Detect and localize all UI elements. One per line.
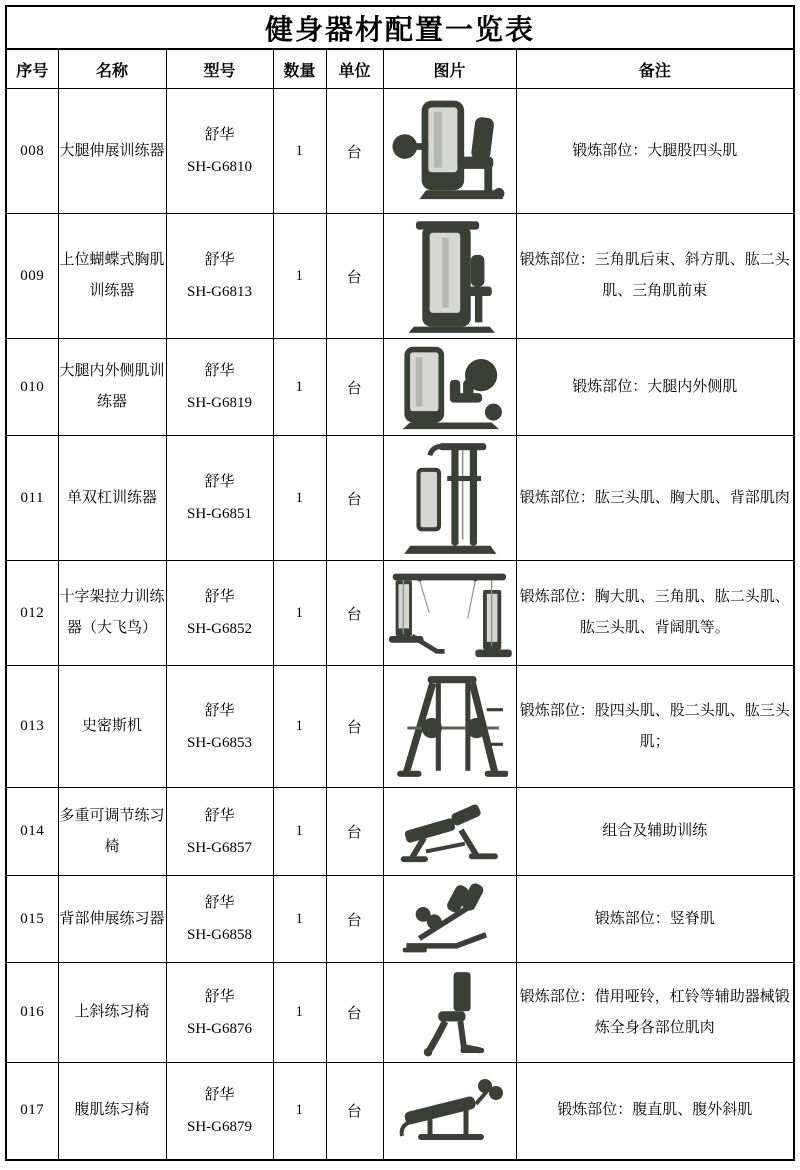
model-number: SH-G6879 [186,1118,252,1135]
equipment-model [166,214,273,339]
equipment-model [166,89,273,214]
document-page [5,5,793,1161]
table-row [6,963,794,1063]
row-number: 013 [6,666,58,788]
unit: 台 [326,788,383,876]
column-header-row [6,49,794,89]
model-number: SH-G6858 [186,927,252,943]
table-row [6,214,794,339]
equipment-name: 单双杠训练器 [58,436,166,561]
row-number: 016 [6,963,58,1063]
equipment-name: 背部伸展练习器 [58,876,166,963]
quantity: 1 [273,214,326,339]
equipment-model [166,339,273,436]
equipment-table [5,5,795,1161]
model-number: SH-G6857 [186,839,252,856]
dip-chin-station-icon [398,439,501,557]
equipment-name: 史密斯机 [58,666,166,788]
row-number: 014 [6,788,58,876]
thigh-adductor-machine-icon [393,342,507,432]
col-header-name: 名称 [58,49,166,89]
col-header-remark: 备注 [516,49,794,89]
brand-name: 舒华 [204,895,235,911]
remark: 锻炼部位：大腿内外侧肌 [516,339,794,436]
row-number: 011 [6,436,58,561]
equipment-picture-cell [383,436,516,561]
quantity: 1 [273,1063,326,1160]
model-number: SH-G6852 [186,621,252,637]
unit: 台 [326,436,383,561]
quantity: 1 [273,876,326,963]
equipment-name: 十字架拉力训练器（大飞鸟） [58,561,166,666]
col-header-model: 型号 [166,49,273,89]
model-number: SH-G6876 [186,1020,252,1037]
equipment-picture-cell [383,666,516,788]
equipment-model [166,561,273,666]
quantity: 1 [273,436,326,561]
equipment-name: 腹肌练习椅 [58,1063,166,1160]
row-number: 017 [6,1063,58,1160]
page-title: 健身器材配置一览表 [6,6,794,49]
equipment-picture-cell [383,1063,516,1160]
title-row [6,6,794,49]
table-row [6,339,794,436]
row-number: 008 [6,89,58,214]
col-header-quantity: 数量 [273,49,326,89]
unit: 台 [326,214,383,339]
quantity: 1 [273,788,326,876]
equipment-model [166,876,273,963]
table-row [6,666,794,788]
pec-deck-machine-icon [397,217,502,335]
row-number: 012 [6,561,58,666]
model-number: SH-G6810 [186,159,252,175]
equipment-model [166,436,273,561]
unit: 台 [326,561,383,666]
equipment-name: 上位蝴蝶式胸肌训练器 [58,214,166,339]
brand-name: 舒华 [204,702,235,719]
brand-name: 舒华 [204,807,235,824]
back-extension-bench-icon [399,881,501,957]
quantity: 1 [273,963,326,1063]
quantity: 1 [273,339,326,436]
brand-name: 舒华 [204,988,235,1005]
table-row [6,876,794,963]
remark: 锻炼部位：竖脊肌 [516,876,794,963]
unit: 台 [326,666,383,788]
brand-name: 舒华 [204,252,235,268]
col-header-picture: 图片 [383,49,516,89]
unit: 台 [326,963,383,1063]
table-row [6,788,794,876]
equipment-name: 大腿伸展训练器 [58,89,166,214]
brand-name: 舒华 [204,127,235,143]
equipment-name: 上斜练习椅 [58,963,166,1063]
equipment-picture-cell [383,89,516,214]
row-number: 015 [6,876,58,963]
remark: 锻炼部位：胸大肌、三角肌、肱二头肌、肱三头肌、背阔肌等。 [516,561,794,666]
table-row [6,89,794,214]
equipment-name: 大腿内外侧肌训练器 [58,339,166,436]
model-number: SH-G6851 [186,506,252,522]
equipment-picture-cell [383,876,516,963]
row-number: 010 [6,339,58,436]
quantity: 1 [273,666,326,788]
unit: 台 [326,876,383,963]
table-row [6,1063,794,1160]
row-number: 009 [6,214,58,339]
equipment-picture-cell [383,561,516,666]
col-header-serial: 序号 [6,49,58,89]
model-number: SH-G6819 [186,395,252,411]
equipment-picture-cell [383,788,516,876]
equipment-picture-cell [383,214,516,339]
equipment-picture-cell [383,963,516,1063]
quantity: 1 [273,89,326,214]
smith-machine-icon [391,671,508,783]
table-row [6,436,794,561]
remark: 锻炼部位：大腿股四头肌 [516,89,794,214]
table-row [6,561,794,666]
model-number: SH-G6813 [186,284,252,300]
leg-extension-machine-icon [388,95,511,207]
equipment-model [166,1063,273,1160]
equipment-picture-cell [383,339,516,436]
equipment-model [166,666,273,788]
remark: 锻炼部位：肱三头肌、胸大肌、背部肌肉 [516,436,794,561]
remark: 锻炼部位：股四头肌、股二头肌、肱三头肌； [516,666,794,788]
brand-name: 舒华 [204,474,235,490]
equipment-name: 多重可调节练习椅 [58,788,166,876]
equipment-model [166,963,273,1063]
col-header-unit: 单位 [326,49,383,89]
unit: 台 [326,339,383,436]
equipment-model [166,788,273,876]
remark: 锻炼部位：借用哑铃，杠铃等辅助器械锻炼全身各部位肌肉 [516,963,794,1063]
quantity: 1 [273,561,326,666]
adjustable-bench-icon [391,797,508,867]
remark: 组合及辅助训练 [516,788,794,876]
remark: 锻炼部位：腹直肌、腹外斜肌 [516,1063,794,1160]
decline-ab-bench-icon [390,1070,510,1152]
unit: 台 [326,1063,383,1160]
brand-name: 舒华 [204,1086,235,1103]
upright-utility-bench-icon [411,967,488,1059]
brand-name: 舒华 [204,589,235,605]
remark: 锻炼部位：三角肌后束、斜方肌、肱二头肌、三角肌前束 [516,214,794,339]
cable-crossover-machine-icon [387,565,512,661]
brand-name: 舒华 [204,363,235,379]
model-number: SH-G6853 [186,734,252,751]
unit: 台 [326,89,383,214]
